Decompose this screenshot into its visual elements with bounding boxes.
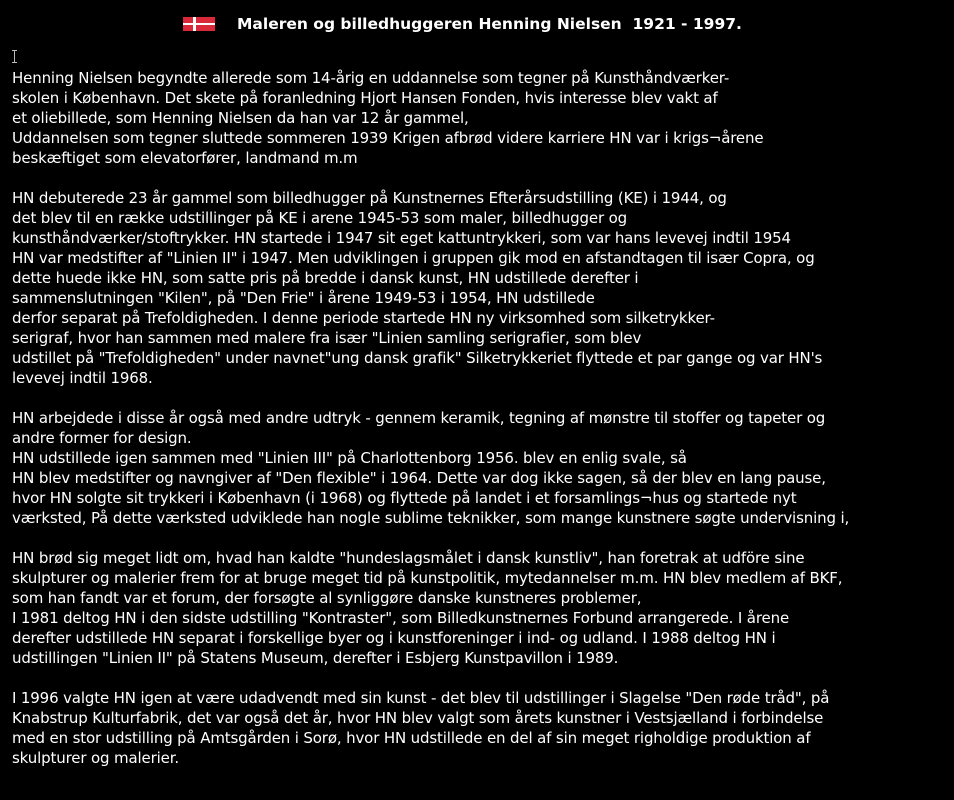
paragraph-later-years <box>12 688 947 768</box>
text-line: Henning Nielsen begyndte allerede som 14-årig en uddannelse som tegner på Kunsthåndværker- <box>12 69 730 87</box>
text-line: sammenslutningen "Kilen", på "Den Frie" i årene 1949-53 i 1954, HN udstillede <box>12 289 595 307</box>
text-line: med en stor udstilling på Amtsgården i Sorø, hvor HN udstillede en del af sin meget righoldige produktion af <box>12 729 811 747</box>
text-line: I 1981 deltog HN i den sidste udstilling "Kontraster", som Billedkunstnernes Forbund arrangerede. I årene <box>12 609 790 627</box>
text-line: serigraf, hvor han sammen med malere fra især "Linien samling serigrafier, som blev <box>12 329 642 347</box>
text-line: beskæftiget som elevatorfører, landmand m.m <box>12 149 358 167</box>
text-line: HN brød sig meget lidt om, hvad han kaldte "hundeslagsmålet i dansk kunstliv", han foretrak at udföre sine <box>12 549 805 567</box>
text-line: det blev til en række udstillinger på KE i arene 1945-53 som maler, billedhugger og <box>12 209 627 227</box>
text-line: kunsthåndværker/stoftrykker. HN startede i 1947 sit eget kattuntrykkeri, som var hans levevej indtil 1954 <box>12 229 791 247</box>
text-line: udstillet på "Trefoldigheden" under navnet"ung dansk grafik" Silketrykkeriet flyttede et par gange og var HN's <box>12 349 823 367</box>
page-title: Maleren og billedhuggeren Henning Nielsen 1921 - 1997. <box>237 15 742 33</box>
text-line: derfor separat på Trefoldigheden. I denne periode startede HN ny virksomhed som silketrykker- <box>12 309 715 327</box>
text-line: skulpturer og malerier frem for at bruge meget tid på kunstpolitik, mytedannelser m.m. HN blev medlem af BKF, <box>12 569 843 587</box>
text-line: Uddannelsen som tegner sluttede sommeren 1939 Krigen afbrød videre karriere HN var i krigs¬årene <box>12 129 764 147</box>
text-line: udstillingen "Linien II" på Statens Museum, derefter i Esbjerg Kunstpavillon i 1989. <box>12 649 619 667</box>
paragraph-early-education <box>12 68 947 168</box>
text-line: skolen i København. Det skete på foranledning Hjort Hansen Fonden, hvis interesse blev vakt af <box>12 89 718 107</box>
text-line: HN debuterede 23 år gammel som billedhugger på Kunstnernes Efterårsudstilling (KE) i 1944, og <box>12 189 727 207</box>
paragraph-other-expressions <box>12 408 947 528</box>
danish-flag-icon <box>183 17 215 31</box>
text-line: dette huede ikke HN, som satte pris på bredde i dansk kunst, HN udstillede derefter i <box>12 269 639 287</box>
text-line: Knabstrup Kulturfabrik, det var også det år, hvor HN blev valgt som årets kunstner i Vestsjælland i forbindelse <box>12 709 824 727</box>
paragraph-art-politics <box>12 548 947 668</box>
text-line: HN arbejdede i disse år også med andre udtryk - gennem keramik, tegning af mønstre til stoffer og tapeter og <box>12 409 826 427</box>
flag-cross-horizontal <box>183 23 215 25</box>
text-line: derefter udstillede HN separat i forskellige byer og i kunstforeninger i ind- og udland. I 1988 deltog HN i <box>12 629 776 647</box>
text-line: hvor HN solgte sit trykkeri i København (i 1968) og flyttede på landet i et forsamlings¬hus og startede nyt <box>12 489 797 507</box>
text-line: levevej indtil 1968. <box>12 369 153 387</box>
text-line: andre former for design. <box>12 429 192 447</box>
text-line: skulpturer og malerier. <box>12 749 179 767</box>
text-line: HN udstillede igen sammen med "Linien III" på Charlottenborg 1956. blev en enlig svale, så <box>12 449 687 467</box>
text-line: I 1996 valgte HN igen at være udadvendt med sin kunst - det blev til udstillinger i Slagelse "Den røde tråd", på <box>12 689 830 707</box>
text-line: HN var medstifter af "Linien II" i 1947. Men udviklingen i gruppen gik mod en afstandtagen til især Copra, og <box>12 249 815 267</box>
text-line: et oliebillede, som Henning Nielsen da han var 12 år gammel, <box>12 109 469 127</box>
text-line: HN blev medstifter og navngiver af "Den flexible" i 1964. Dette var dog ikke sagen, så der blev en lang pause, <box>12 469 826 487</box>
text-line: som han fandt var et forum, der forsøgte al synliggøre danske kunstneres problemer, <box>12 589 642 607</box>
paragraph-debut <box>12 188 947 388</box>
text-line: værksted, På dette værksted udviklede han nogle sublime teknikker, som mange kunstnere søgte undervisning i, <box>12 509 850 527</box>
biography-text <box>12 68 947 788</box>
page-header <box>0 13 954 35</box>
text-cursor-icon <box>11 50 18 63</box>
